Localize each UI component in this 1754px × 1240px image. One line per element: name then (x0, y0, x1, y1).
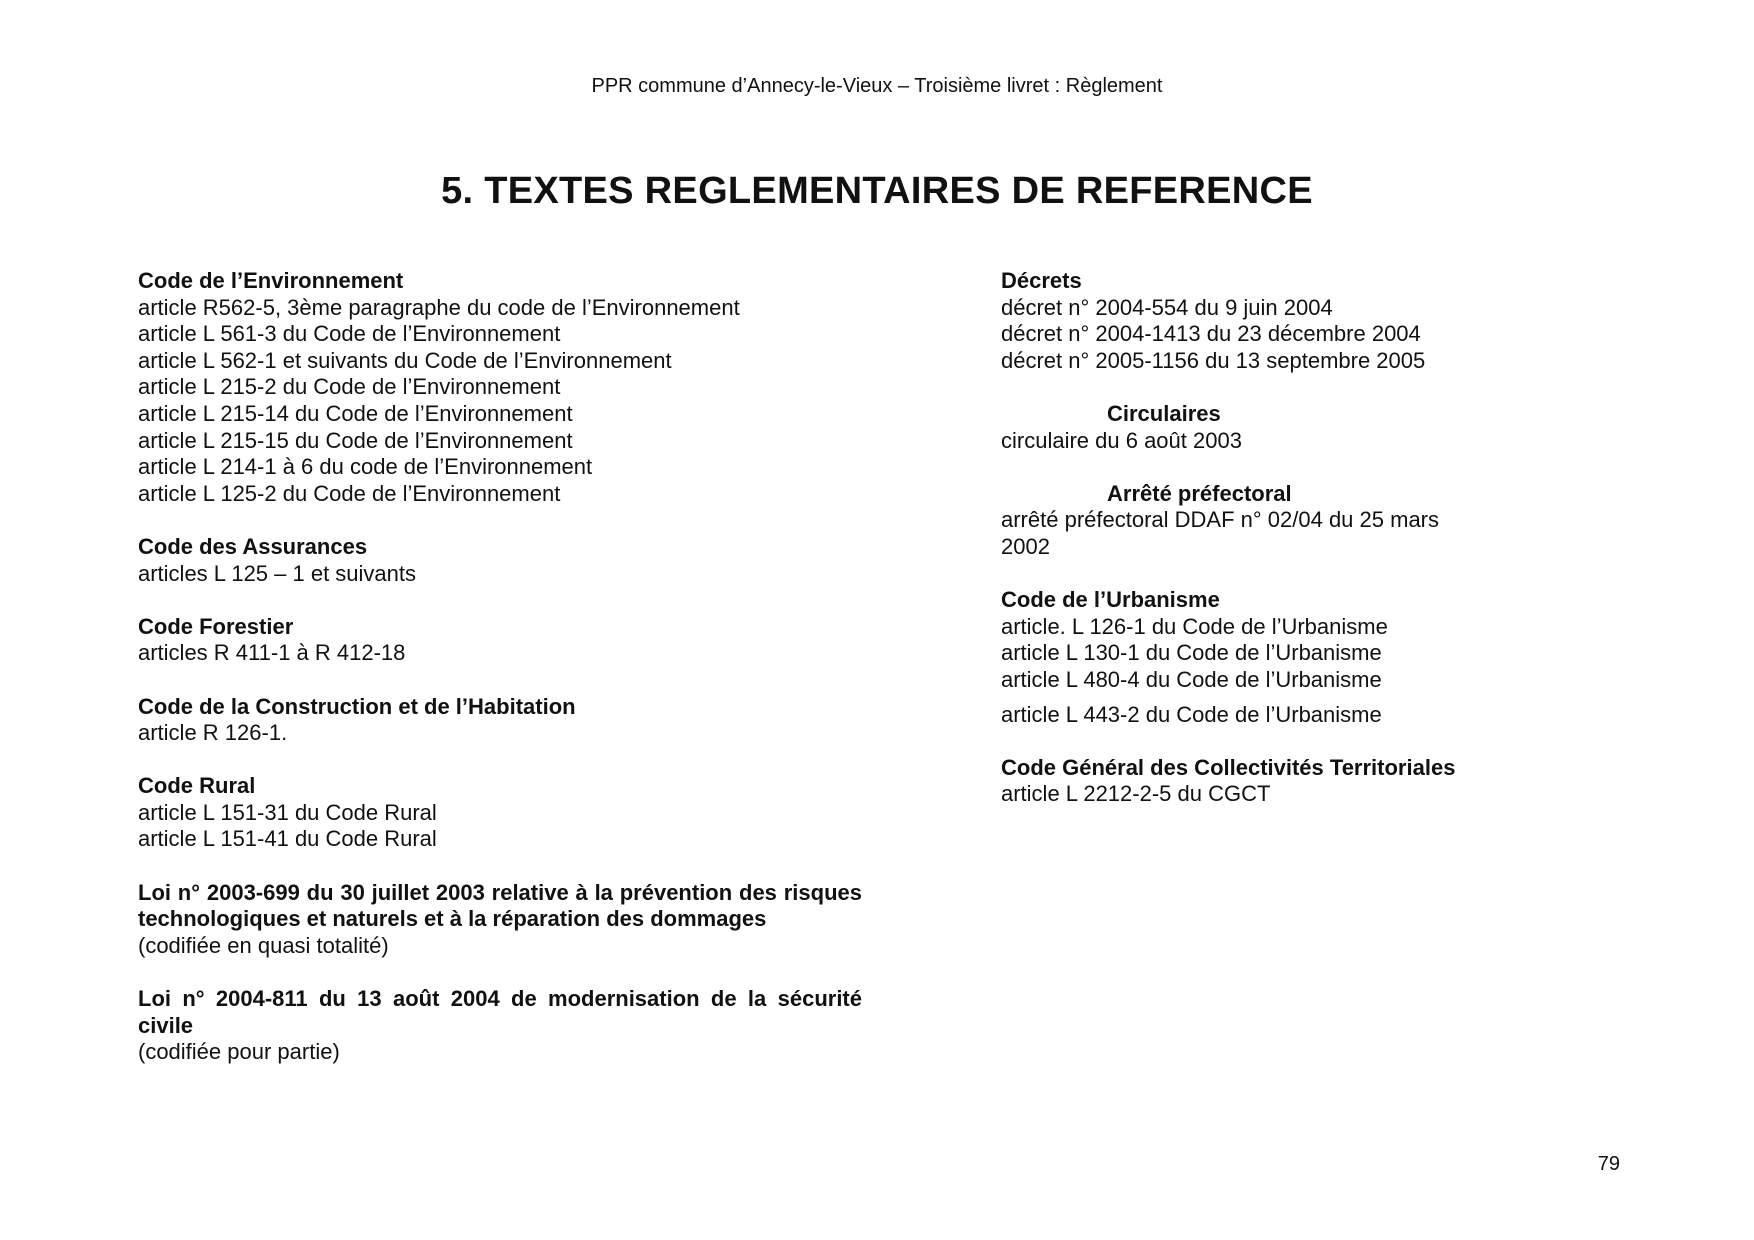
reference-line: article L 443-2 du Code de l’Urbanisme (1001, 701, 1382, 727)
right-column (1001, 268, 1521, 834)
section-heading: Code Général des Collectivités Territoriales (1001, 754, 1456, 780)
reference-line: circulaire du 6 août 2003 (1001, 427, 1242, 453)
reference-line: article L 2212-2-5 du CGCT (1001, 781, 1271, 807)
section-heading: Décrets (1001, 268, 1082, 293)
section-heading: Code des Assurances (138, 533, 368, 559)
section-code-assurances (138, 534, 862, 587)
section-code-urbanisme (1001, 587, 1521, 728)
section-circulaires (1001, 401, 1521, 454)
section-cgct (1001, 755, 1521, 808)
reference-line: article L 561-3 du Code de l’Environnement (138, 321, 561, 347)
section-code-rural (138, 773, 862, 853)
reference-line: article L 215-2 du Code de l’Environnement (138, 374, 561, 400)
section-arrete-prefectoral (1001, 481, 1521, 561)
reference-line: article L 125-2 du Code de l’Environnement (138, 480, 561, 506)
reference-line: article L 214-1 à 6 du code de l’Environnement (138, 454, 593, 480)
left-column (138, 268, 862, 1092)
section-decrets (1001, 268, 1521, 374)
reference-line: articles L 125 – 1 et suivants (138, 560, 417, 586)
reference-line: décret n° 2004-554 du 9 juin 2004 (1001, 294, 1333, 320)
section-code-construction (138, 694, 862, 747)
section-heading: Code de la Construction et de l’Habitation (138, 693, 576, 719)
section-heading: Loi n° 2004-811 du 13 août 2004 de modernisation de la sécurité civile (138, 986, 862, 1038)
reference-line: article L 215-15 du Code de l’Environnement (138, 427, 573, 453)
reference-line: décret n° 2004-1413 du 23 décembre 2004 (1001, 321, 1421, 347)
section-heading: Code de l’Environnement (138, 268, 404, 293)
reference-line: article L 151-41 du Code Rural (138, 826, 437, 852)
section-heading: Code Rural (138, 773, 256, 799)
reference-line: 2002 (1001, 533, 1050, 559)
section-code-environnement (138, 268, 862, 507)
running-header: PPR commune d’Annecy-le-Vieux – Troisième livret : Règlement (591, 75, 1163, 97)
page-number: 79 (1597, 1153, 1620, 1175)
section-heading: Loi n° 2003-699 du 30 juillet 2003 relative à la prévention des risques technologiques et naturels et à la réparation des dommages (138, 879, 862, 932)
reference-line: article. L 126-1 du Code de l’Urbanisme (1001, 613, 1388, 639)
reference-line: arrêté préfectoral DDAF n° 02/04 du 25 mars (1001, 507, 1440, 533)
reference-line: article R562-5, 3ème paragraphe du code de l’Environnement (138, 294, 740, 320)
reference-line: article L 151-31 du Code Rural (138, 799, 437, 825)
reference-line: article R 126-1. (138, 720, 288, 746)
reference-line: article L 480-4 du Code de l’Urbanisme (1001, 666, 1382, 692)
reference-line: décret n° 2005-1156 du 13 septembre 2005 (1001, 347, 1426, 373)
reference-line: article L 130-1 du Code de l’Urbanisme (1001, 640, 1382, 666)
page-title: 5. TEXTES REGLEMENTAIRES DE REFERENCE (441, 170, 1313, 212)
section-loi-2004 (138, 986, 862, 1066)
reference-line: (codifiée pour partie) (138, 1039, 340, 1065)
section-code-forestier (138, 614, 862, 667)
section-heading: Circulaires (1107, 400, 1221, 426)
section-heading: Code Forestier (138, 613, 294, 639)
reference-line: article L 215-14 du Code de l’Environnement (138, 400, 573, 426)
section-heading: Arrêté préfectoral (1107, 480, 1292, 506)
section-heading: Code de l’Urbanisme (1001, 587, 1220, 613)
reference-line: articles R 411-1 à R 412-18 (138, 640, 406, 666)
section-loi-2003 (138, 880, 862, 960)
reference-line: article L 562-1 et suivants du Code de l’Environnement (138, 347, 672, 373)
reference-line: (codifiée en quasi totalité) (138, 932, 389, 958)
